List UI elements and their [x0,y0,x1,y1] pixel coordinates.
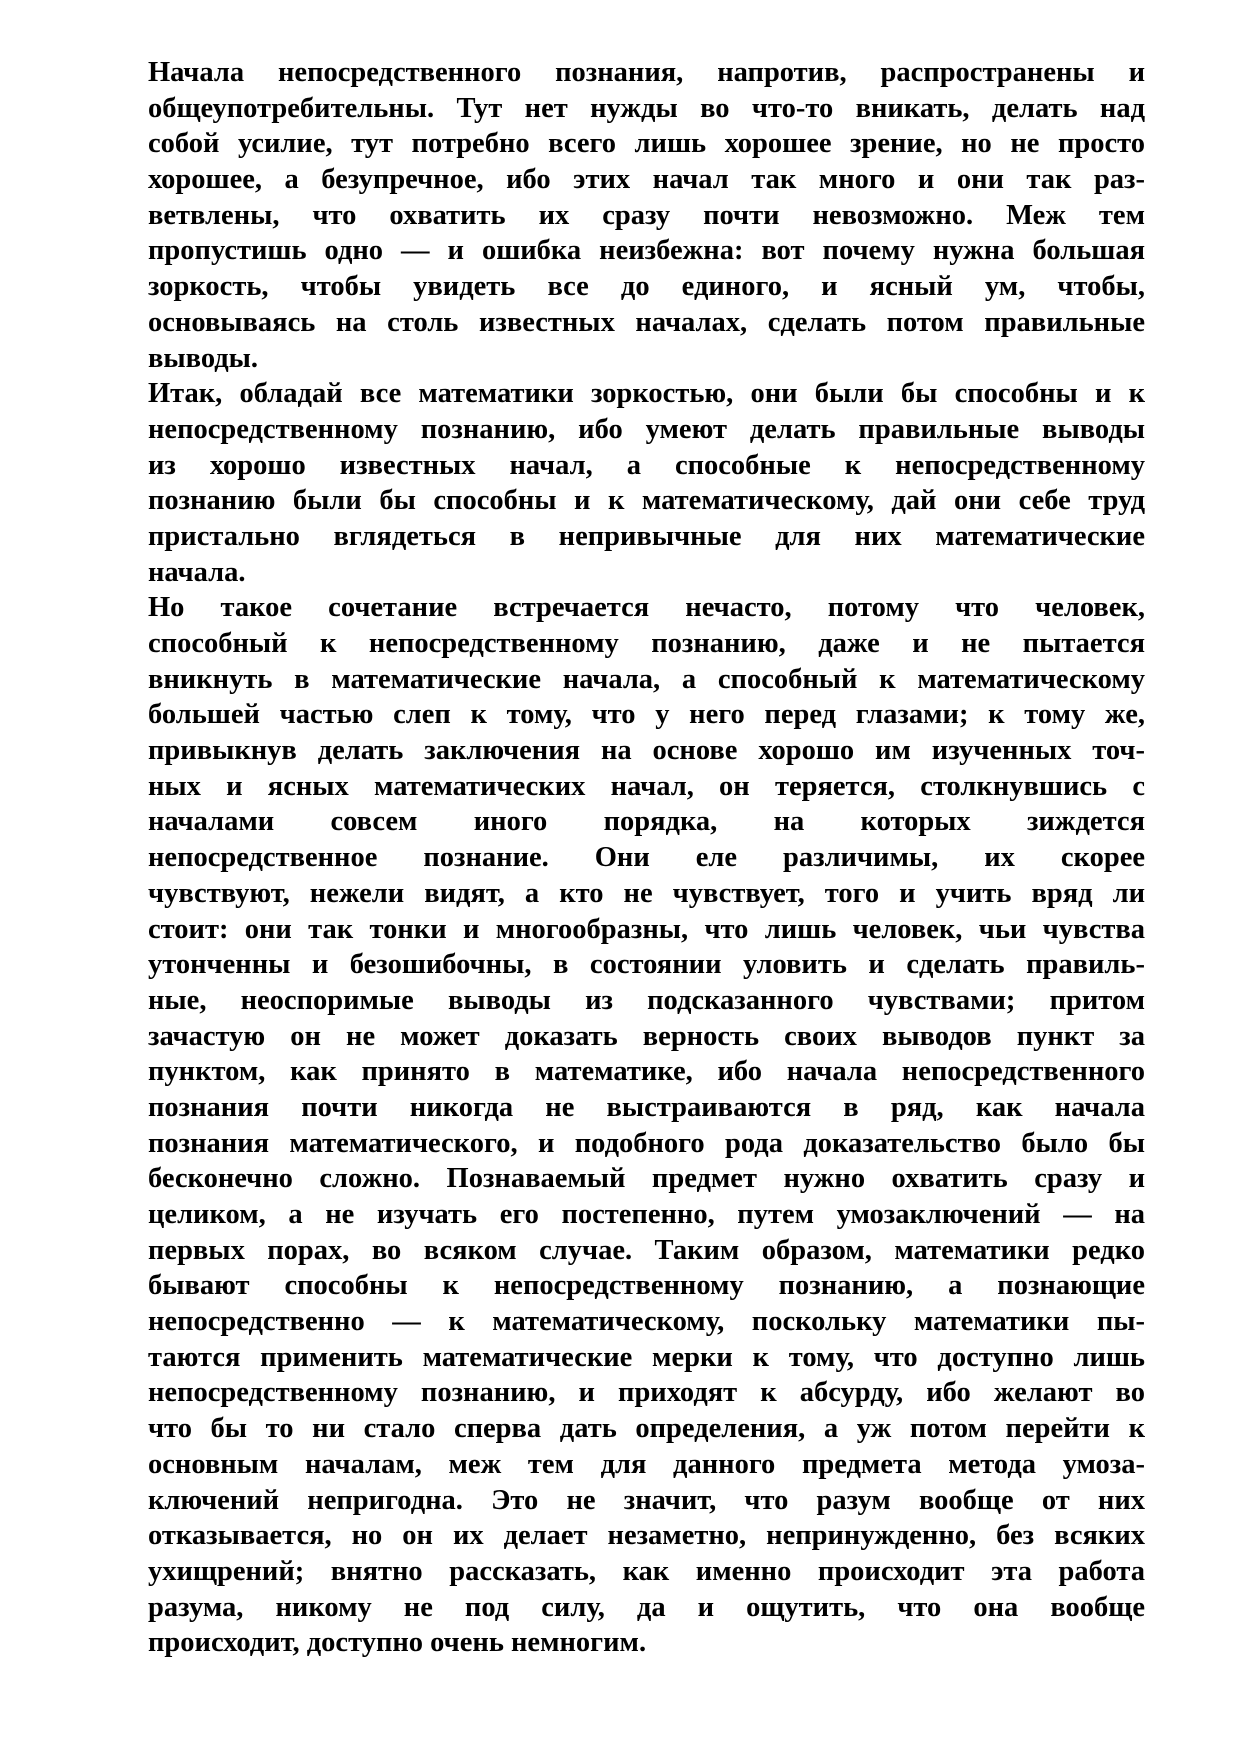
text-line: бесконечно сложно. Познаваемый предмет нужно охватить сразу и [148,1163,1145,1195]
text-line: ных и ясных математических начал, он теряется, столкнувшись с [148,770,1145,802]
text-line: большей частью слеп к тому, что у него перед глазами; к тому же, [148,699,1145,731]
text-line: начала. [148,556,246,588]
text-line: выводы. [148,342,259,374]
text-line: ные, неоспоримые выводы из подсказанного чувствами; притом [148,984,1145,1016]
text-line: основываясь на столь известных началах, сделать потом правильные [148,306,1145,338]
text-line: познания почти никогда не выстраиваются в ряд, как начала [148,1091,1145,1123]
text-line: из хорошо известных начал, а способные к непосредственному [148,449,1145,481]
text-line: отказывается, но он их делает незаметно, непринужденно, без всяких [148,1520,1145,1552]
text-line: первых порах, во всяком случае. Таким образом, математики редко [148,1234,1145,1266]
document-page [148,55,1145,1661]
text-line: привыкнув делать заключения на основе хорошо им изученных точ- [148,735,1145,767]
text-line: таются применить математические мерки к тому, что доступно лишь [148,1341,1145,1373]
text-line: зачастую он не может доказать верность своих выводов пункт за [148,1020,1145,1052]
text-line: способный к непосредственному познанию, даже и не пытается [148,628,1145,659]
text-line: ухищрений; внятно рассказать, как именно происходит эта работа [148,1555,1145,1587]
text-line: ключений непригодна. Это не значит, что разум вообще от них [148,1484,1145,1516]
text-line: началами совсем иного порядка, на которых зиждется [148,806,1145,838]
text-line: зоркость, чтобы увидеть все до единого, и ясный ум, чтобы, [148,271,1145,303]
text-line: собой усилие, тут потребно всего лишь хорошее зрение, но не просто [148,128,1145,160]
paragraph-3 [148,590,1145,1661]
text-line: что бы то ни стало сперва дать определения, а уж потом перейти к [148,1413,1145,1445]
text-line: бывают способны к непосредственному познанию, а познающие [148,1270,1145,1302]
text-line: разума, никому не под силу, да и ощутить, что она вообще [148,1591,1145,1623]
paragraph-2 [148,376,1145,590]
text-line: хорошее, а безупречное, ибо этих начал так много и они так раз- [148,164,1145,196]
text-line: Но такое сочетание встречается нечасто, потому что человек, [148,592,1145,624]
text-line: чувствуют, нежели видят, а кто не чувствует, того и учить вряд ли [148,877,1145,909]
text-line: целиком, а не изучать его постепенно, путем умозаключений — на [148,1199,1145,1230]
text-line: утонченны и безошибочны, в состоянии уловить и сделать правиль- [148,949,1145,981]
text-line: основным началам, меж тем для данного предмета метода умоза- [148,1448,1145,1480]
text-line: вникнуть в математические начала, а способный к математическому [148,663,1145,695]
text-line: происходит, доступно очень немногим. [148,1627,647,1659]
text-line: познания математического, и подобного рода доказательство было бы [148,1127,1145,1159]
text-line: пропустишь одно — и ошибка неизбежна: вот почему нужна большая [148,235,1145,267]
text-line: Начала непосредственного познания, напротив, распространены и [148,57,1145,88]
text-line: непосредственному познанию, и приходят к абсурду, ибо желают во [148,1377,1145,1409]
text-line: непосредственно — к математическому, поскольку математики пы- [148,1306,1145,1338]
text-line: общеупотребительны. Тут нет нужды во что-то вникать, делать над [148,92,1145,124]
text-line: познанию были бы способны и к математическому, дай они себе труд [148,485,1145,517]
text-line: пунктом, как принято в математике, ибо начала непосредственного [148,1056,1145,1088]
paragraph-1 [148,55,1145,376]
text-line: непосредственному познанию, ибо умеют делать правильные выводы [148,413,1145,445]
text-line: Итак, обладай все математики зоркостью, они были бы способны и к [148,378,1145,410]
text-line: непосредственное познание. Они еле различимы, их скорее [148,842,1145,874]
text-line: стоит: они так тонки и многообразны, что лишь человек, чьи чувства [148,913,1145,945]
text-line: ветвлены, что охватить их сразу почти невозможно. Меж тем [148,199,1145,231]
text-line: пристально вглядеться в непривычные для них математические [148,520,1145,552]
